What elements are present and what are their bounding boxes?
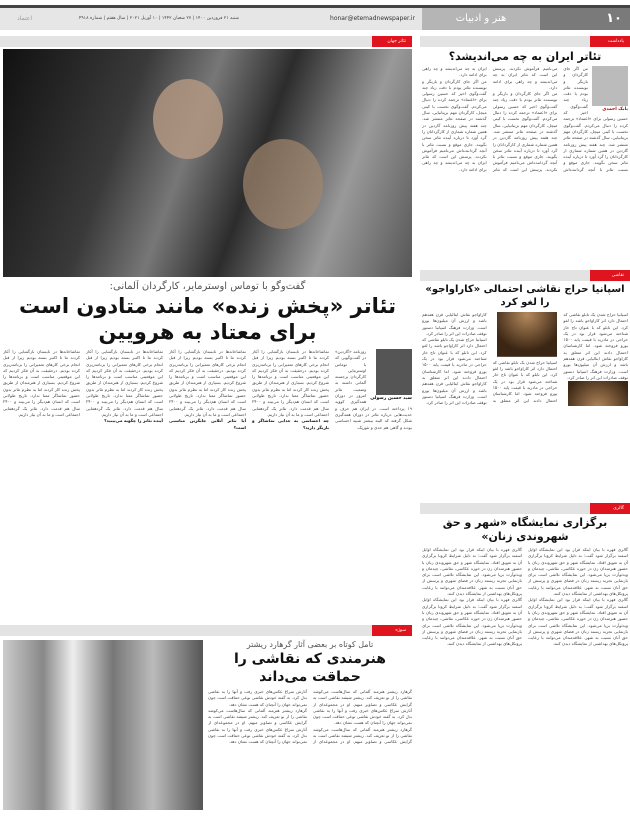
page-number: ۱۰ bbox=[540, 8, 630, 30]
painting-paragraph: اسپانیا حراج شدن یک تابلو نقاشی که احتمال دارد اثر کاراواجو باشد را لغو کرد. این تابلو که با عنوان تاج خار شناخته می‌شود قرار بود در یک حراجی در مادرید با قیمت پایه ۱۵۰۰ یورو فروخته شود. اما کارشناسان احتمال دادند این اثر متعلق به کاراواجو نقاش ایتالیایی قرن هفدهم باشد و ارزش آن میلیون‌ها یورو است. وزارت فرهنگ اسپانیا دستور توقف صادرات این اثر را صادر کرد. bbox=[422, 337, 487, 406]
article-paragraph: تماشاخانه‌ها در تابستان بازگشایی را آغاز کردند ما تا اکتبر بسته بودیم زیرا از قبل انجام برخی کارهای تعمیراتی را برنامه‌ریزی کرده بودیم. درحقیقت به آن فکر کردیم که این موقعیتی مناسب است و برنامه‌ها را شروع کردیم. بسیاری از هنرمندان از طریق پخش زنده کار کردند اما به نظرم تئاتر بدون حضور تماشاگر معنا ندارد. تاریخ طولانی است که انسان هم‌دیگر را می‌بیند و ۲۴۰۰ سال هم قدمت دارد. تئاتر یک گردهمایی اجتماعی است و ما به آن نیاز داریم. bbox=[169, 349, 246, 417]
richter-paintings bbox=[3, 640, 203, 810]
author-name: سید حسین رسولی bbox=[370, 396, 412, 401]
feature-body bbox=[208, 689, 412, 814]
author-box bbox=[592, 66, 628, 113]
article-photo bbox=[3, 49, 412, 277]
email-link[interactable]: honar@etemadnewspaper.ir bbox=[330, 15, 415, 22]
feature-article bbox=[208, 639, 412, 814]
feature-paragraph: گرهارد ریشتر هنرمند آلمانی که سال‌هاست می‌کوشد نقاشی را از نو تعریف کند. ریشتر شیفته نقاشی است به گرایش عکاسی و تصاویر مبهم. او در مجموعه‌ای از آثارش سراغ عکس‌های خبری رفت و آنها را به نقاشی بدل کرد. به گفته خودش نقاشی نوعی حماقت است چون نمی‌تواند جهان را آنچنان که هست نشان دهد. bbox=[208, 689, 412, 745]
article-kicker: گفت‌وگو با توماس اوسترمایر، کارگردان آلمانی: bbox=[109, 281, 306, 292]
article-body bbox=[3, 349, 412, 620]
gallery-paragraph: گالری فهره با بیان اینکه قرار بود این نمایشگاه اوایل اسفند برگزار شود گفت: به دلیل شرایط کرونا برگزاری آن به تعویق افتاد. نمایشگاه شهر و حق شهروندی زنان با حضور هنرمندان زن در حوزه عکاسی، نقاشی، چیدمان و ویدئوآرت برپا می‌شود. این نمایشگاه تلاشی است برای بازنمایی تجربه زیسته زنان در فضای شهری و پرسش از حق آنان نسبت به شهر. علاقه‌مندان می‌توانند با رعایت پروتکل‌های بهداشتی از نمایشگاه دیدن کنند. bbox=[528, 597, 628, 647]
newspaper-logo: اعتماد bbox=[16, 15, 32, 22]
section-bar bbox=[420, 503, 630, 514]
painting-body bbox=[422, 312, 628, 499]
gallery-paragraph: گالری فهره با بیان اینکه قرار بود این نمایشگاه اوایل اسفند برگزار شود گفت: به دلیل شرایط کرونا برگزاری آن به تعویق افتاد. نمایشگاه شهر و حق شهروندی زنان با حضور هنرمندان زن در حوزه عکاسی، نقاشی، چیدمان و ویدئوآرت برپا می‌شود. این نمایشگاه تلاشی است برای بازنمایی تجربه زیسته زنان در فضای شهری و پرسش از حق آنان نسبت به شهر. علاقه‌مندان می‌توانند با رعایت پروتکل‌های بهداشتی از نمایشگاه دیدن کنند. bbox=[528, 547, 628, 597]
gallery-headline: برگزاری نمایشگاه «شهر و حق شهروندی زنان» bbox=[442, 516, 608, 543]
section-bar bbox=[0, 625, 412, 636]
section-bar bbox=[420, 270, 630, 281]
feature-headline: هنرمندی که نقاشی را حماقت می‌داند bbox=[233, 651, 387, 685]
note-article bbox=[422, 49, 628, 267]
article-lead: روزنامه «گاردین» در گفت‌وگویی که با توماس اوسترمایر، کارگردان برجسته آلمانی داشته به وضعیت تئاتر امروز در دوران همه‌گیری کووید ۱۹ پرداخته است. در ایران هم حرف و حدیث‌هایی درباره تئاتر در دوران همه‌گیری شکل گرفته که البته بیشتر شبیه احساسی بودند و گاهی هم جدی و تئوریک. bbox=[335, 349, 412, 430]
section-tag: تئاتر جهان bbox=[372, 36, 412, 47]
author-photo bbox=[376, 349, 412, 395]
note-paragraph: من اگر جای کارگردان و بازیگر و نویسنده تئاتر بودم با دقت زیاد چند گفت‌وگوی اخیر که حسین رسولی برای «اعتماد» ترجمه کرده را دنبال می‌کردم. گفت‌وگوی نخست با کیتی میچل، کارگردان مهم بریتانیایی، سال گذشته در صفحه تئاتر منتشر شد. چند هفته پیش روزنامه گاردین در همین شماره شماری از کارگردانان را گرد آورد تا درباره آینده تئاتر سخن بگویند. جاری موقع و نسبت تئاتر با آنچه گرداننده‌اش می‌نامیم فرآموش نکردند. پرسش این است که تئاتر ایران به چه می‌اندیشد و چه راهی برای ادامه دارد. bbox=[422, 66, 558, 172]
gallery-paragraph: گالری فهره با بیان اینکه قرار بود این نمایشگاه اوایل اسفند برگزار شود گفت: به دلیل شرایط کرونا برگزاری آن به تعویق افتاد. نمایشگاه شهر و حق شهروندی زنان با حضور هنرمندان زن در حوزه عکاسی، نقاشی، چیدمان و ویدئوآرت برپا می‌شود. این نمایشگاه تلاشی است برای بازنمایی تجربه زیسته زنان در فضای شهری و پرسش از حق آنان نسبت به شهر. علاقه‌مندان می‌توانند با رعایت پروتکل‌های بهداشتی از نمایشگاه دیدن کنند. bbox=[422, 547, 522, 597]
painting-article bbox=[422, 283, 628, 499]
section-title: هنر و ادبیات bbox=[422, 8, 540, 30]
note-body bbox=[422, 66, 628, 267]
section-tag: یادداشت bbox=[590, 36, 630, 47]
section-tag: نقاشی bbox=[590, 270, 630, 281]
feature-paragraph: گرهارد ریشتر هنرمند آلمانی که سال‌هاست می‌کوشد نقاشی را از نو تعریف کند. ریشتر شیفته نقاشی است به گرایش عکاسی و تصاویر مبهم. او در مجموعه‌ای از آثارش سراغ عکس‌های خبری رفت و آنها را به نقاشی بدل کرد. به گفته خودش نقاشی نوعی حماقت است چون نمی‌تواند جهان را آنچنان که هست نشان دهد. bbox=[208, 707, 307, 745]
gallery-paragraph: گالری فهره با بیان اینکه قرار بود این نمایشگاه اوایل اسفند برگزار شود گفت: به دلیل شرایط کرونا برگزاری آن به تعویق افتاد. نمایشگاه شهر و حق شهروندی زنان با حضور هنرمندان زن در حوزه عکاسی، نقاشی، چیدمان و ویدئوآرت برپا می‌شود. این نمایشگاه تلاشی است برای بازنمایی تجربه زیسته زنان در فضای شهری و پرسش از حق آنان نسبت به شهر. علاقه‌مندان می‌توانند با رعایت پروتکل‌های بهداشتی از نمایشگاه دیدن کنند. bbox=[422, 597, 522, 647]
article-paragraph: تماشاخانه‌ها در تابستان بازگشایی را آغاز کردند ما تا اکتبر بسته بودیم زیرا از قبل انجام برخی کارهای تعمیراتی را برنامه‌ریزی کرده بودیم. درحقیقت به آن فکر کردیم که این موقعیتی مناسب است و برنامه‌ها را شروع کردیم. بسیاری از هنرمندان از طریق پخش زنده کار کردند اما به نظرم تئاتر بدون حضور تماشاگر معنا ندارد. تاریخ طولانی است که انسان هم‌دیگر را می‌بیند و ۲۴۰۰ سال هم قدمت دارد. تئاتر یک گردهمایی اجتماعی است و ما به آن نیاز داریم. bbox=[86, 349, 163, 417]
photo-figure bbox=[153, 79, 223, 159]
section-bar bbox=[0, 36, 412, 47]
article-paragraph: تماشاخانه‌ها در تابستان بازگشایی را آغاز کردند ما تا اکتبر بسته بودیم زیرا از قبل انجام برخی کارهای تعمیراتی را برنامه‌ریزی کرده بودیم. درحقیقت به آن فکر کردیم که این موقعیتی مناسب است و برنامه‌ها را شروع کردیم. بسیاری از هنرمندان از طریق پخش زنده کار کردند اما به نظرم تئاتر بدون حضور تماشاگر معنا ندارد. تاریخ طولانی است که انسان هم‌دیگر را می‌بیند و ۲۴۰۰ سال هم قدمت دارد. تئاتر یک گردهمایی اجتماعی است و ما به آن نیاز داریم. bbox=[3, 349, 80, 417]
section-tag: گالری bbox=[590, 503, 630, 514]
feature-kicker: تامل کوتاه بر بعضی آثار گرهارد ریشتر bbox=[246, 640, 374, 649]
section-bar bbox=[420, 36, 630, 47]
author-box bbox=[370, 349, 412, 402]
note-paragraph: من اگر جای کارگردان و بازیگر و نویسنده تئاتر بودم با دقت زیاد چند گفت‌وگوی اخیر که حسین رسولی برای «اعتماد» ترجمه کرده را دنبال می‌کردم. گفت‌وگوی نخست با کیتی میچل، کارگردان مهم بریتانیایی، سال گذشته در صفحه تئاتر منتشر شد. چند هفته پیش روزنامه گاردین در همین شماره شماری از کارگردانان را گرد آورد تا درباره آینده تئاتر سخن بگویند. جاری موقع و نسبت تئاتر با آنچه گرداننده‌اش می‌نامیم فرآموش نکردند. پرسش این است که تئاتر ایران به چه می‌اندیشد و چه راهی برای ادامه دارد. bbox=[492, 66, 628, 172]
article-headline: تئاتر «پخش زنده» مانند متادون است برای معتاد به هرویین bbox=[19, 294, 396, 344]
feature-paragraph: گرهارد ریشتر هنرمند آلمانی که سال‌هاست می‌کوشد نقاشی را از نو تعریف کند. ریشتر شیفته نقاشی است به گرایش عکاسی و تصاویر مبهم. او در مجموعه‌ای از آثارش سراغ عکس‌های خبری رفت و آنها را به نقاشی بدل کرد. به گفته خودش نقاشی نوعی حماقت است چون نمی‌تواند جهان را آنچنان که هست نشان دهد. bbox=[313, 689, 412, 726]
gallery-article bbox=[422, 516, 628, 814]
section-tag: سوژه bbox=[372, 625, 412, 636]
painting-paragraph: اسپانیا حراج شدن یک تابلو نقاشی که احتمال دارد اثر کاراواجو باشد را لغو کرد. این تابلو که با عنوان تاج خار شناخته می‌شود قرار بود در یک حراجی در مادرید با قیمت پایه ۱۵۰۰ یورو فروخته شود. اما کارشناسان احتمال دادند این اثر متعلق به کاراواجو نقاش ایتالیایی قرن هفدهم باشد و ارزش آن میلیون‌ها یورو است. وزارت فرهنگ اسپانیا دستور توقف صادرات این اثر را صادر کرد. bbox=[563, 312, 628, 380]
article-question: آینده تئاتر را چگونه می‌بینید؟ bbox=[104, 418, 163, 424]
photo-figure bbox=[243, 139, 323, 229]
author-name: بابک احمدی bbox=[602, 107, 628, 112]
article-paragraph: تماشاخانه‌ها در تابستان بازگشایی را آغاز کردند ما تا اکتبر بسته بودیم زیرا از قبل انجام برخی کارهای تعمیراتی را برنامه‌ریزی کرده بودیم. درحقیقت به آن فکر کردیم که این موقعیتی مناسب است و برنامه‌ها را شروع کردیم. بسیاری از هنرمندان از طریق پخش زنده کار کردند اما به نظرم تئاتر بدون حضور تماشاگر معنا ندارد. تاریخ طولانی است که انسان هم‌دیگر را می‌بیند و ۲۴۰۰ سال هم قدمت دارد. تئاتر یک گردهمایی اجتماعی است و ما به آن نیاز داریم. bbox=[252, 349, 329, 417]
article-question: آیا تئاتر آنلاین جایگزین مناسبی است؟ bbox=[169, 418, 246, 430]
main-article bbox=[3, 280, 412, 620]
painting-headline: اسپانیا حراج نقاشی احتمالی «کاراواجو» را لغو کرد bbox=[425, 284, 625, 308]
painting-paragraph: اسپانیا حراج شدن یک تابلو نقاشی که احتمال دارد اثر کاراواجو باشد را لغو کرد. این تابلو که با عنوان تاج خار شناخته می‌شود قرار بود در یک حراجی در مادرید با قیمت پایه ۱۵۰۰ یورو فروخته شود. اما کارشناسان احتمال دادند این اثر متعلق به کاراواجو نقاش ایتالیایی قرن هفدهم باشد و ارزش آن میلیون‌ها یورو است. وزارت فرهنگ اسپانیا دستور توقف صادرات این اثر را صادر کرد. bbox=[422, 312, 558, 403]
author-photo bbox=[592, 66, 628, 106]
gallery-body bbox=[422, 547, 628, 814]
note-title: تئاتر ایران به چه می‌اندیشد؟ bbox=[448, 50, 602, 63]
dateline: شنبه ۲۱ فروردین ۱۴۰۰ | ۲۷ شعبان ۱۴۴۲ | ۱۰ آوریل ۲۰۲۱ | سال هفتم | شماره ۴۹۱۸ bbox=[78, 16, 239, 21]
note-paragraph: من اگر جای کارگردان و بازیگر و نویسنده تئاتر بودم با دقت زیاد چند گفت‌وگوی اخیر که حسین رسولی برای «اعتماد» ترجمه کرده را دنبال می‌کردم. گفت‌وگوی نخست با کیتی میچل، کارگردان مهم بریتانیایی، سال گذشته در صفحه تئاتر منتشر شد. چند هفته پیش روزنامه گاردین در همین شماره شماری از کارگردانان را گرد آورد تا درباره آینده تئاتر سخن بگویند. جاری موقع و نسبت تئاتر با آنچه گرداننده‌اش می‌نامیم فرآموش نکردند. پرسش این است که تئاتر ایران به چه می‌اندیشد و چه راهی برای ادامه دارد. bbox=[422, 78, 487, 172]
article-question: چه‌ احساسی به جدایی تماشاگر و بازیگر دارید؟ bbox=[252, 418, 329, 430]
